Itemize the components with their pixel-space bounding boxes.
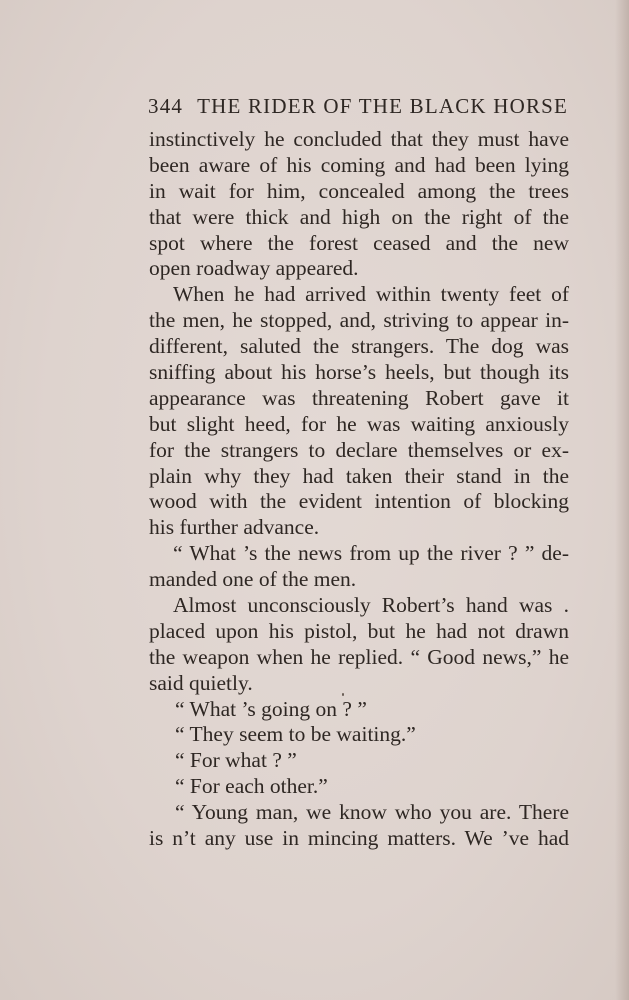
text-line: “ For what ? ” [175, 748, 297, 773]
text-line: that were thick and high on the right of the [149, 204, 569, 229]
text-line: the men, he stopped, and, striving to appear in- [149, 308, 569, 333]
text-line: Almost unconsciously Robert’s hand was . [173, 593, 569, 618]
text-line: “ What ’s the news from up the river ? ” de- [173, 541, 569, 566]
ink-speck [342, 693, 344, 696]
text-line: “ They seem to be waiting.” [175, 722, 416, 747]
page-number: 344 [148, 94, 184, 118]
text-line: “ What ’s going on ? ” [175, 696, 367, 721]
text-line: his further advance. [149, 515, 320, 540]
text-line: for the strangers to declare themselves or ex- [149, 437, 569, 462]
text-line: been aware of his coming and had been lying [149, 152, 569, 177]
text-line: “ For each other.” [175, 774, 328, 799]
text-line: plain why they had taken their stand in the [149, 463, 569, 488]
text-line: the weapon when he replied. “ Good news,” he [149, 644, 569, 669]
text-line: sniffing about his horse’s heels, but though its [149, 360, 569, 385]
text-line: but slight heed, for he was waiting anxiously [149, 411, 569, 436]
text-line: placed upon his pistol, but he had not drawn [149, 618, 569, 643]
text-line: “ Young man, we know who you are. There [175, 800, 569, 825]
text-line: in wait for him, concealed among the trees [149, 178, 569, 203]
text-line: different, saluted the strangers. The dog was [149, 334, 569, 359]
text-line: said quietly. [149, 670, 253, 695]
body-text [149, 127, 569, 852]
text-line: wood with the evident intention of blocking [149, 489, 569, 514]
text-line: is n’t any use in mincing matters. We ’ve had [149, 826, 569, 851]
text-line: appearance was threatening Robert gave it [149, 385, 569, 410]
text-line: manded one of the men. [149, 567, 357, 592]
text-line: instinctively he concluded that they must have [149, 127, 569, 151]
running-header [148, 94, 569, 119]
text-line: spot where the forest ceased and the new [149, 230, 569, 255]
running-title: THE RIDER OF THE BLACK HORSE [197, 94, 569, 118]
text-line: open roadway appeared. [149, 256, 359, 281]
text-line: When he had arrived within twenty feet of [173, 282, 569, 307]
page-edge-shadow [615, 0, 629, 1000]
